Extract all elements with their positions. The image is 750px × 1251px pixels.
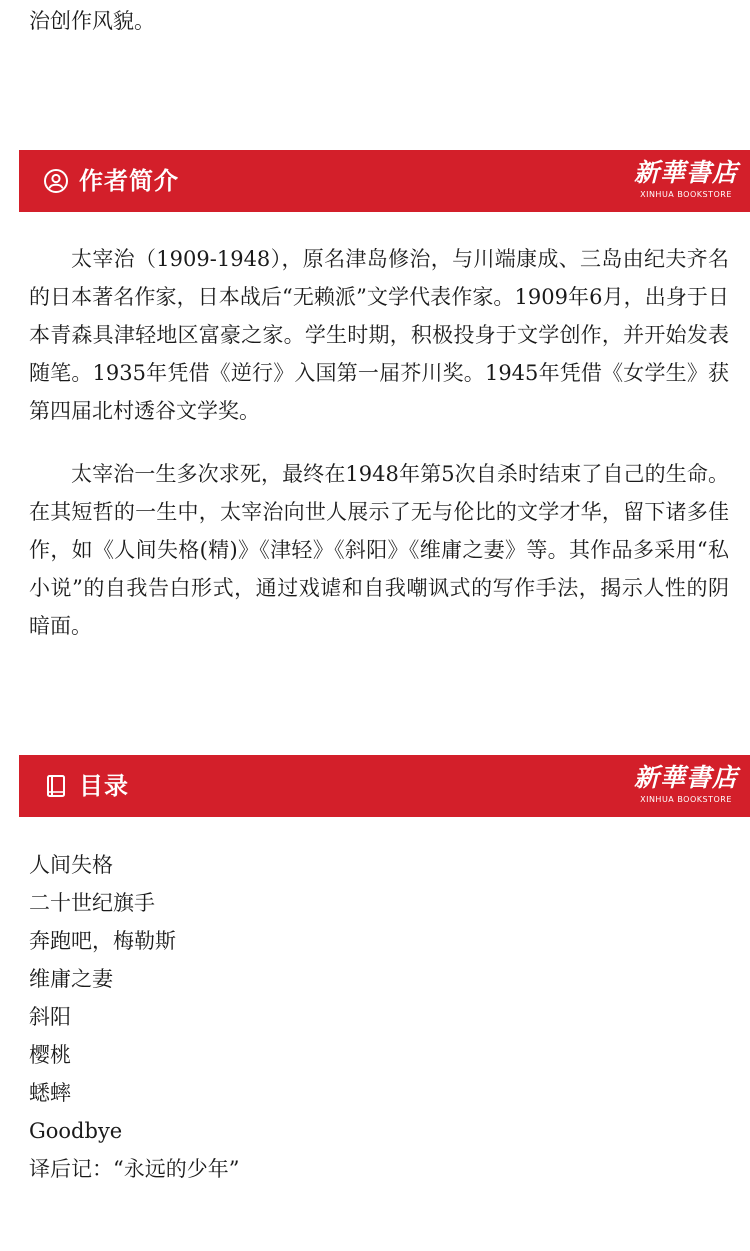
brand-logo-chinese: 新華書店 xyxy=(634,158,739,187)
toc-item: 奔跑吧，梅勒斯 xyxy=(29,929,176,953)
author-bio-paragraph: 太宰治一生多次求死，最终在1948年第5次自杀时结束了自己的生命。在其短哲的一生中，太宰治向世人展示了无与伦比的文学才华，留下诸多佳作，如《人间失格(精)》《津轻》《斜阳》《维庸之妻》等。其作品多采用“私小说”的自我告白形式，通过戏谑和自我嘲讽式的写作手法，揭示人性的阴暗面。 xyxy=(29,462,729,638)
author-section-title: 作者简介 xyxy=(79,167,179,195)
author-bio-paragraph: 太宰治（1909-1948），原名津岛修治，与川端康成、三岛由纪夫齐名的日本著名作家，日本战后“无赖派”文学代表作家。1909年6月，出身于日本青森具津轻地区富豪之家。学生时期，积极投身于文学创作，并开始发表随笔。1935年凭借《逆行》入国第一届芥川奖。1945年凭借《女学生》获第四届北村透谷文学奖。 xyxy=(29,247,729,423)
toc-item: 维庸之妻 xyxy=(29,967,113,991)
toc-item: 斜阳 xyxy=(29,1005,71,1029)
previous-section-text-fragment: 治创作风貌。 xyxy=(29,9,155,33)
toc-item: Goodbye xyxy=(29,1119,123,1143)
toc-item: 人间失格 xyxy=(29,853,113,877)
brand-logo-english: XINHUA BOOKSTORE xyxy=(640,190,732,199)
toc-section-header xyxy=(19,755,750,817)
author-section-header xyxy=(19,150,750,212)
xinhua-bookstore-logo xyxy=(634,158,738,200)
toc-section-title: 目录 xyxy=(79,772,129,800)
toc-item: 二十世纪旗手 xyxy=(29,891,155,915)
xinhua-bookstore-logo xyxy=(634,763,738,805)
user-circle-icon xyxy=(43,168,69,194)
brand-logo-chinese: 新華書店 xyxy=(634,763,739,792)
toc-item: 译后记：“永远的少年” xyxy=(29,1157,240,1181)
book-icon xyxy=(43,773,69,799)
toc-item: 蟋蟀 xyxy=(29,1081,71,1105)
brand-logo-english: XINHUA BOOKSTORE xyxy=(640,795,732,804)
table-of-contents-list xyxy=(29,846,239,1188)
toc-item: 樱桃 xyxy=(29,1043,71,1067)
